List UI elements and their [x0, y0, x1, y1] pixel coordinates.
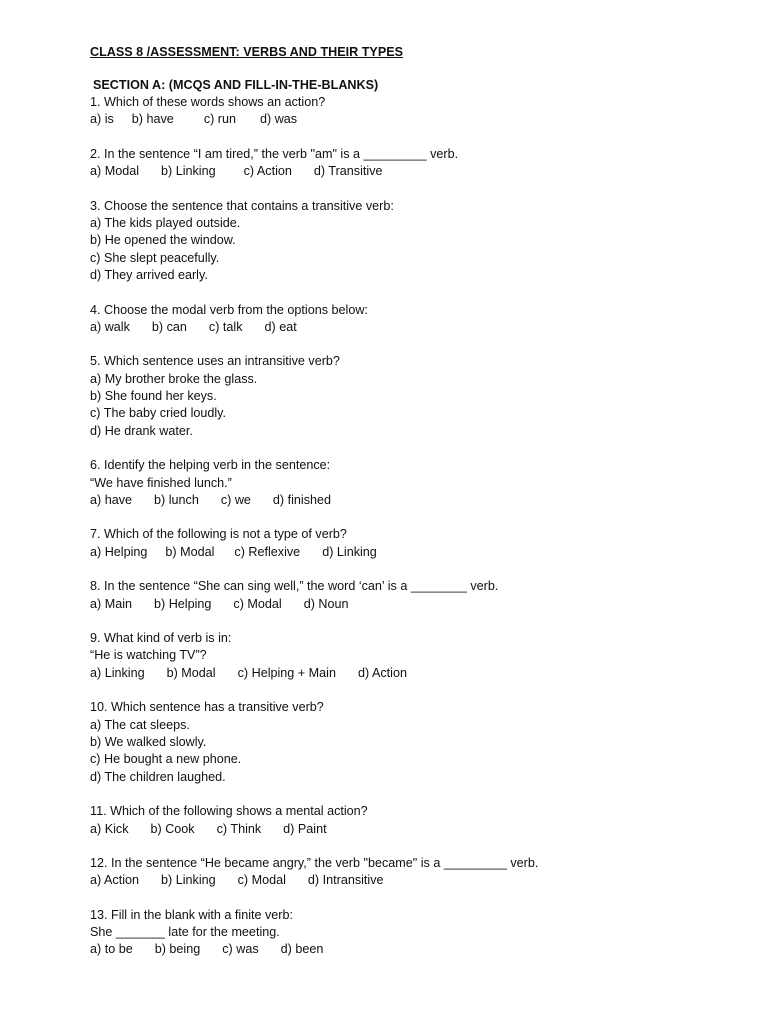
- option-d: d) was: [260, 112, 298, 127]
- option-b: b) We walked slowly.: [90, 734, 207, 749]
- question-text: 13. Fill in the blank with a finite verb:: [90, 907, 294, 922]
- option-a: a) to be: [90, 942, 133, 957]
- question-text: 1. Which of these words shows an action?: [90, 95, 326, 109]
- question-text: 11. Which of the following shows a mental action?: [90, 804, 368, 819]
- option-c: c) Modal: [237, 873, 286, 888]
- option-a: a) Linking: [90, 665, 145, 680]
- option-a: a) The cat sleeps.: [90, 717, 190, 732]
- option-c: c) He bought a new phone.: [90, 752, 242, 767]
- question-text: 8. In the sentence “She can sing well,” the word ‘can’ is a ________ verb.: [90, 579, 499, 594]
- question-text: 5. Which sentence uses an intransitive verb?: [90, 354, 340, 369]
- question-sentence: “He is watching TV”?: [90, 648, 207, 663]
- question-list: [90, 94, 730, 959]
- option-c: c) Think: [216, 821, 262, 836]
- option-b: b) Linking: [161, 873, 216, 888]
- option-c: c) Helping + Main: [237, 665, 336, 680]
- option-b: b) lunch: [154, 493, 199, 508]
- option-c: c) run: [203, 112, 237, 127]
- option-c: c) was: [222, 942, 259, 957]
- option-c: c) we: [220, 493, 251, 508]
- question-8: [90, 578, 730, 613]
- option-d: d) Paint: [283, 821, 327, 836]
- question-text: 7. Which of the following is not a type of verb?: [90, 527, 347, 542]
- options-row: [90, 872, 730, 889]
- options-row: [90, 111, 730, 128]
- question-6: [90, 457, 730, 509]
- section-title: SECTION A: (MCQS AND FILL-IN-THE-BLANKS): [93, 78, 379, 92]
- options-row: [90, 163, 730, 180]
- option-a: a) walk: [90, 319, 130, 334]
- document-title: CLASS 8 /ASSESSMENT: VERBS AND THEIR TYPES: [90, 45, 404, 59]
- option-d: d) Intransitive: [307, 873, 384, 888]
- question-text: 9. What kind of verb is in:: [90, 630, 232, 645]
- option-d: d) been: [280, 942, 324, 957]
- option-a: a) Helping: [90, 544, 148, 559]
- option-b: b) being: [154, 942, 201, 957]
- option-b: b) He opened the window.: [90, 233, 236, 248]
- question-text: 2. In the sentence “I am tired,” the verb "am" is a _________ verb.: [90, 146, 459, 161]
- question-13: [90, 907, 730, 959]
- option-b: b) Modal: [165, 544, 215, 559]
- options-row: [90, 665, 730, 682]
- question-sentence: “We have finished lunch.”: [90, 475, 232, 490]
- options-row: [90, 319, 730, 336]
- option-a: a) Modal: [90, 164, 139, 179]
- question-3: [90, 198, 730, 285]
- option-b: b) She found her keys.: [90, 389, 217, 404]
- option-b: b) Helping: [154, 596, 212, 611]
- option-c: c) The baby cried loudly.: [90, 406, 227, 421]
- option-b: b) can: [151, 319, 187, 334]
- option-d: d) He drank water.: [90, 423, 193, 438]
- option-a: a) Action: [90, 873, 140, 888]
- question-text: 6. Identify the helping verb in the sentence:: [90, 458, 331, 473]
- question-11: [90, 803, 730, 838]
- options-row: [90, 821, 730, 838]
- question-text: 10. Which sentence has a transitive verb?: [90, 700, 324, 715]
- question-text: 3. Choose the sentence that contains a transitive verb:: [90, 198, 394, 213]
- option-b: b) Modal: [166, 665, 216, 680]
- option-a: a) Kick: [90, 821, 129, 836]
- question-sentence: She _______ late for the meeting.: [90, 925, 280, 940]
- option-b: b) Cook: [150, 821, 195, 836]
- option-a: a) have: [90, 493, 133, 508]
- question-text: 4. Choose the modal verb from the options below:: [90, 302, 368, 317]
- options-row: [90, 596, 730, 613]
- option-a: a) My brother broke the glass.: [90, 371, 258, 386]
- option-d: d) Action: [357, 665, 407, 680]
- question-text: 12. In the sentence “He became angry,” the verb "became" is a _________ verb.: [90, 855, 539, 870]
- option-c: c) Action: [243, 164, 292, 179]
- option-a: a) is: [90, 112, 114, 127]
- option-d: d) Transitive: [313, 164, 383, 179]
- option-d: d) Noun: [303, 596, 349, 611]
- option-a: a) The kids played outside.: [90, 215, 241, 230]
- options-row: [90, 941, 730, 958]
- option-c: c) Reflexive: [234, 544, 301, 559]
- option-d: d) finished: [272, 493, 332, 508]
- option-c: c) talk: [208, 319, 243, 334]
- option-a: a) Main: [90, 596, 132, 611]
- option-d: d) Linking: [322, 544, 377, 559]
- question-1: [90, 94, 730, 129]
- question-12: [90, 855, 730, 890]
- question-5: [90, 353, 730, 440]
- options-row: [90, 544, 730, 561]
- options-row: [90, 492, 730, 509]
- option-b: b) have: [131, 112, 174, 127]
- question-2: [90, 146, 730, 181]
- option-d: d) They arrived early.: [90, 268, 208, 283]
- question-10: [90, 699, 730, 786]
- option-b: b) Linking: [161, 164, 216, 179]
- question-4: [90, 302, 730, 337]
- option-d: d) The children laughed.: [90, 769, 226, 784]
- question-7: [90, 526, 730, 561]
- question-9: [90, 630, 730, 682]
- option-c: c) Modal: [233, 596, 282, 611]
- option-c: c) She slept peacefully.: [90, 250, 220, 265]
- assessment-page: [90, 44, 730, 976]
- option-d: d) eat: [264, 319, 297, 334]
